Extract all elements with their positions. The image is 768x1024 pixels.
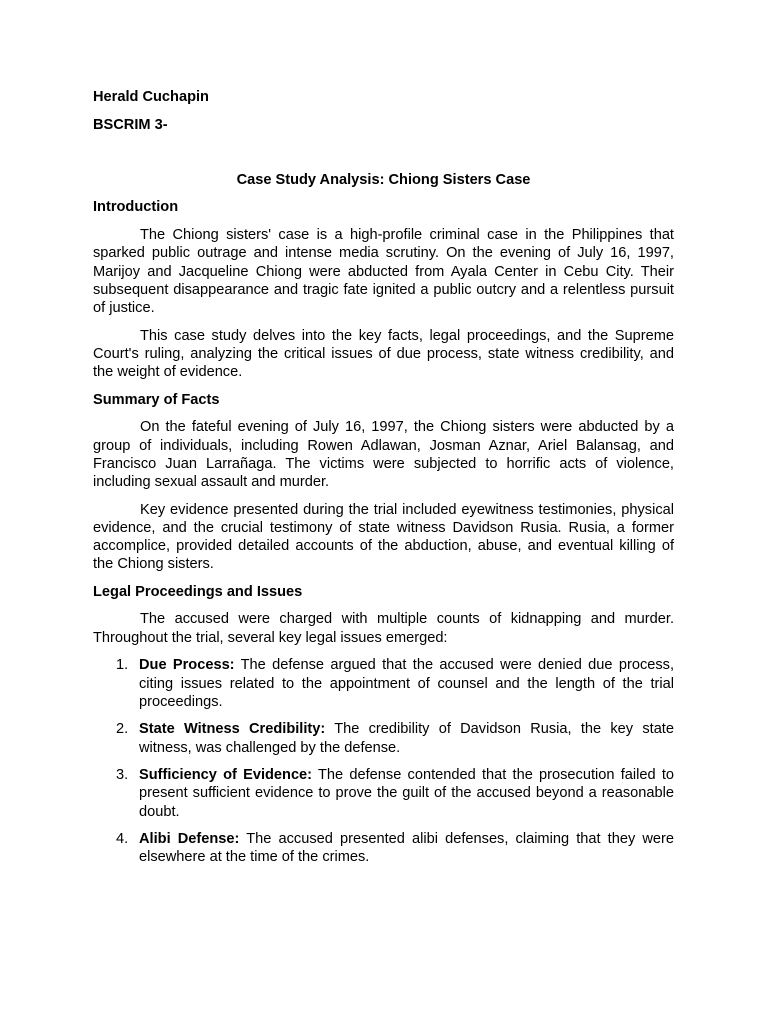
issue-number: 2.: [116, 721, 129, 738]
issue-item: [93, 830, 674, 867]
introduction-paragraph-2: This case study delves into the key facts, legal proceedings, and the Supreme Court's ruling, analyzing the critical issues of due process, state witness credibility, and the weight of evidence.: [93, 327, 674, 381]
issue-item: [93, 766, 674, 821]
introduction-heading: Introduction: [93, 199, 179, 216]
document-title: Case Study Analysis: Chiong Sisters Case: [236, 172, 531, 188]
issue-text: The defense argued that the accused were denied due process, citing issues related to the appointment of counsel and the length of the trial proceedings.: [139, 657, 675, 710]
issues-list: [93, 656, 674, 867]
summary-heading: Summary of Facts: [93, 391, 220, 408]
issue-number: 4.: [116, 831, 129, 848]
issue-number: 3.: [116, 767, 129, 784]
author-section: BSCRIM 3-: [93, 117, 168, 133]
issue-term: Due Process:: [139, 657, 235, 674]
summary-paragraph-2: Key evidence presented during the trial included eyewitness testimonies, physical evidence, and the crucial testimony of state witness Davidson Rusia. Rusia, a former accomplice, provided detailed accounts of the abduction, abuse, and eventual killing of the Chiong sisters.: [93, 501, 674, 573]
issue-term: State Witness Credibility:: [139, 721, 326, 738]
issue-item: [93, 656, 674, 711]
issue-term: Sufficiency of Evidence:: [139, 767, 313, 784]
proceedings-heading: Legal Proceedings and Issues: [93, 583, 303, 600]
summary-paragraph-1: On the fateful evening of July 16, 1997, the Chiong sisters were abducted by a group of individuals, including Rowen Adlawan, Josman Aznar, Ariel Balansag, and Francisco Juan Larrañaga. The victims were subjected to horrific acts of violence, including sexual assault and murder.: [93, 419, 674, 491]
issue-text: The credibility of Davidson Rusia, the key state witness, was challenged by the defense.: [139, 721, 674, 756]
issue-text: The accused presented alibi defenses, claiming that they were elsewhere at the time of the crimes.: [139, 831, 674, 866]
issue-term: Alibi Defense:: [139, 831, 240, 848]
author-name: Herald Cuchapin: [93, 89, 209, 105]
issue-item: [93, 720, 674, 757]
issue-number: 1.: [116, 657, 129, 674]
issue-text: The defense contended that the prosecution failed to present sufficient evidence to prove the guilt of the accused beyond a reasonable doubt.: [139, 767, 675, 820]
introduction-paragraph-1: The Chiong sisters' case is a high-profile criminal case in the Philippines that sparked public outrage and intense media scrutiny. On the evening of July 16, 1997, Marijoy and Jacqueline Chiong were abducted from Ayala Center in Cebu City. Their subsequent disappearance and tragic fate ignited a public outcry and a relentless pursuit of justice.: [93, 226, 674, 317]
proceedings-intro: The accused were charged with multiple counts of kidnapping and murder. Throughout the trial, several key legal issues emerged:: [93, 611, 674, 646]
document-body: [93, 171, 674, 876]
